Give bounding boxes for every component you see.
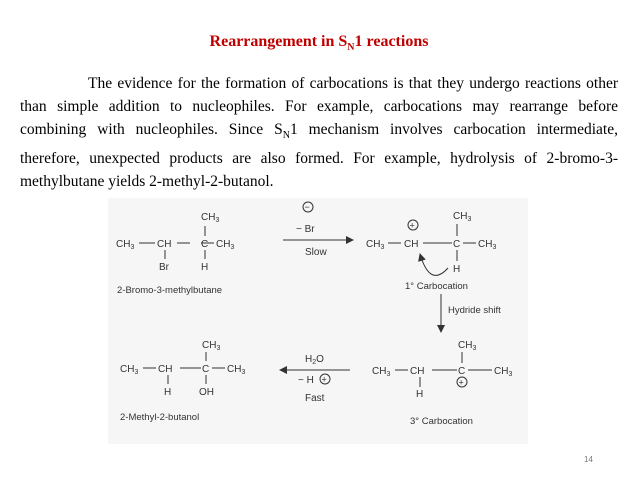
cation3-name: 3° Carbocation xyxy=(410,416,473,427)
atom-label: $CH_3$ xyxy=(202,340,221,352)
condition-label: Fast xyxy=(305,393,325,404)
atom-label: $CH_3$ xyxy=(116,239,135,251)
plus-sign: + xyxy=(409,220,415,231)
atom-label: $CH_3$ xyxy=(201,212,220,224)
cation1-name: 1° Carbocation xyxy=(405,281,468,292)
reactant-name: 2-Bromo-3-methylbutane xyxy=(117,285,223,296)
atom-label: $CH_3$ xyxy=(478,239,497,251)
atom-label: $CH_3$ xyxy=(120,364,139,376)
atom-label: H xyxy=(416,389,424,400)
atom-label: CH xyxy=(404,239,419,250)
atom-label: H xyxy=(201,262,209,273)
plus-sign: + xyxy=(321,374,327,385)
minus-sign: − xyxy=(304,202,310,212)
plus-sign: + xyxy=(458,377,464,388)
atom-label: Br xyxy=(159,262,169,273)
atom-label: CH xyxy=(157,239,172,250)
atom-label: OH xyxy=(199,387,214,398)
atom-label: H xyxy=(453,264,461,275)
hydride-shift-label: Hydride shift xyxy=(448,305,501,316)
atom-label: $CH_3$ xyxy=(372,366,391,378)
atom-label: H xyxy=(164,387,172,398)
body-paragraph: The evidence for the formation of carbocations is that they undergo reactions other than simple addition to nucleophiles. For example, carbocations may rearrange before combining with nucleophiles. Since $S_N1$ mechanism involves carbocation intermediate, therefore, unexpected products are also formed. For example, hydrolysis of 2-bromo-3-methylbutane yields 2-methyl-2-butanol. xyxy=(20,75,618,191)
atom-label: CH xyxy=(410,366,425,377)
reaction-scheme xyxy=(108,198,528,444)
atom-label: C xyxy=(453,239,461,250)
product-name: 2-Methyl-2-butanol xyxy=(120,412,200,423)
page-number: 14 xyxy=(584,455,593,464)
atom-label: C xyxy=(458,366,466,377)
atom-label: $CH_3$ xyxy=(366,239,385,251)
atom-label: C xyxy=(202,364,210,375)
atom-label: $CH_3$ xyxy=(453,211,472,223)
atom-label: $CH_3$ xyxy=(216,239,235,251)
atom-label: C xyxy=(201,239,209,250)
condition-label: Slow xyxy=(305,247,327,258)
reaction-scheme-svg xyxy=(108,198,528,444)
atom-label: $CH_3$ xyxy=(227,364,246,376)
atom-label: $CH_3$ xyxy=(494,366,513,378)
slide-title: Rearrangement in $S_N1$ reactions xyxy=(209,33,429,54)
hydride-curved-arrow xyxy=(420,254,448,275)
reagent-label: − H xyxy=(298,375,314,386)
atom-label: $CH_3$ xyxy=(458,340,477,352)
reagent-label: − Br xyxy=(296,224,315,235)
atom-label: CH xyxy=(158,364,173,375)
reagent-label: $H_2O$ xyxy=(305,354,324,366)
